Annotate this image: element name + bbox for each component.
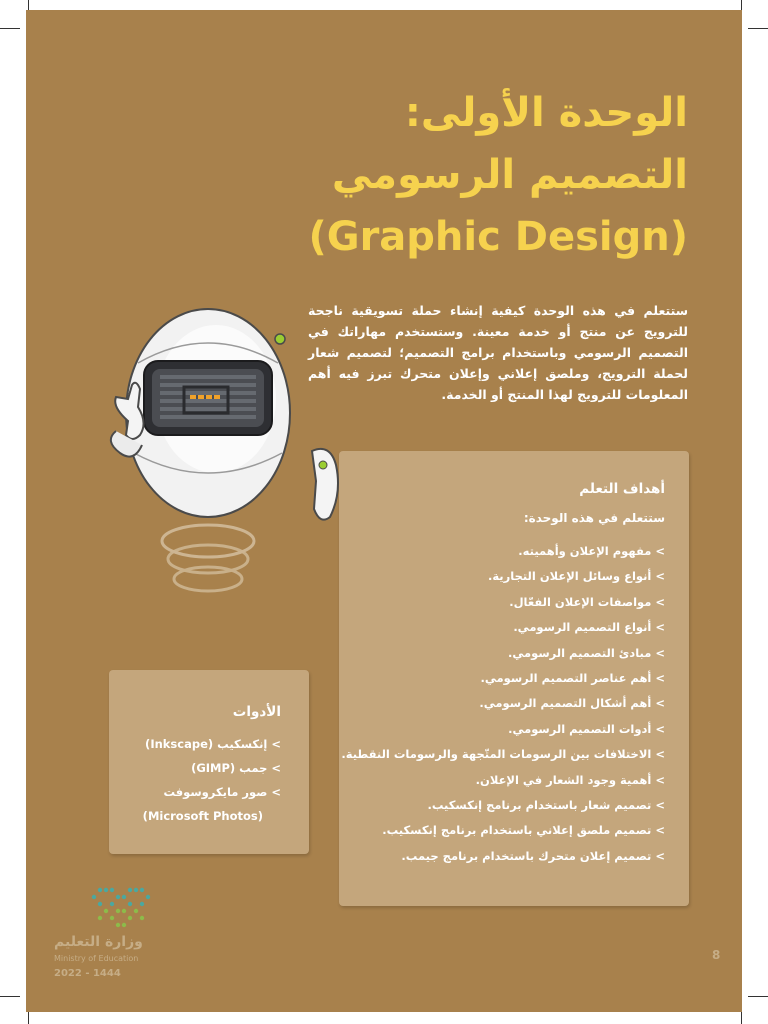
bullet-chevron: > [655, 594, 665, 609]
bullet-chevron: > [655, 797, 665, 812]
list-item [341, 717, 665, 742]
list-item [341, 564, 665, 589]
list-item [341, 691, 665, 716]
unit-title [88, 82, 688, 268]
list-item-text: تصميم ملصق إعلاني باستخدام برنامج إنكسكيب. [382, 823, 652, 838]
list-item-text: مبادئ التصميم الرسومي. [508, 645, 652, 660]
learning-objectives-panel [339, 451, 689, 906]
crop-mark [748, 996, 768, 997]
list-item [341, 539, 665, 564]
list-item [143, 732, 281, 756]
bullet-chevron: > [655, 544, 665, 558]
list-item-text: أنواع التصميم الرسومي. [513, 620, 652, 635]
list-item [341, 793, 665, 818]
bullet-chevron: > [655, 569, 665, 584]
list-item-text: أهم عناصر التصميم الرسومي. [480, 670, 652, 685]
list-item-text: الاختلافات بين الرسومات المتّجهة والرسومات النقطية. [341, 747, 652, 762]
list-item-text: أهم أشكال التصميم الرسومي. [479, 696, 652, 711]
list-item-text: أهمية وجود الشعار في الإعلان. [475, 772, 652, 787]
crop-mark [748, 28, 768, 29]
tools-list [143, 732, 281, 828]
bullet-chevron: > [655, 848, 665, 863]
ministry-logo [54, 884, 184, 979]
list-item [341, 818, 665, 843]
list-item [341, 666, 665, 691]
logo-arabic-text: وزارة التعليم [54, 934, 143, 950]
list-item [143, 756, 281, 780]
objectives-lead: ستتعلم في هذه الوحدة: [523, 511, 665, 525]
bullet-chevron: > [271, 785, 281, 799]
objectives-heading: أهداف التعلم [579, 481, 665, 497]
tools-panel [109, 670, 309, 854]
bullet-chevron: > [655, 823, 665, 838]
bullet-chevron: > [655, 772, 665, 787]
bullet-chevron: > [655, 670, 665, 685]
list-item [143, 780, 281, 828]
title-line-1: الوحدة الأولى: [404, 90, 688, 136]
bullet-chevron: > [655, 721, 665, 736]
edition-year: 2022 - 1444 [54, 968, 121, 979]
objectives-list [341, 539, 665, 869]
intro-paragraph: ستتعلم في هذه الوحدة كيفية إنشاء حملة تسويقية ناجحة للترويج عن منتج أو خدمة معينة. وستستخدم مهاراتك في التصميم الرسومي وباستخدام برامج التصميم؛ لتصميم شعار لحملة الترويج، وملصق إعلاني وإعلان متحرك تبرز فيه أهم المعلومات للترويج لهذا المنتج أو الخدمة. [308, 303, 688, 402]
crop-mark [0, 996, 20, 997]
bullet-chevron: > [655, 696, 665, 711]
title-line-3: (Graphic Design) [308, 214, 688, 260]
tool-gimp: جمب (GIMP) [191, 761, 268, 775]
list-item [341, 641, 665, 666]
tool-inkscape: إنكسكيب (Inkscape) [145, 737, 268, 751]
list-item [341, 844, 665, 869]
bullet-chevron: > [655, 620, 665, 635]
ministry-logo-dots [54, 884, 184, 930]
bullet-chevron: > [655, 747, 665, 762]
bullet-chevron: > [655, 645, 665, 660]
list-item [341, 590, 665, 615]
list-item-text: أدوات التصميم الرسومي. [508, 721, 652, 736]
tool-microsoft-photos: صور مايكروسوفت [163, 785, 268, 799]
list-item-text: مفهوم الإعلان وأهميته. [518, 544, 652, 558]
tool-microsoft-photos-en: (Microsoft Photos) [142, 809, 263, 823]
title-line-2: التصميم الرسومي [331, 152, 688, 198]
bullet-chevron: > [271, 737, 281, 751]
page-number: 8 [712, 948, 721, 962]
logo-english-text: Ministry of Education [54, 954, 139, 963]
list-item-text: تصميم إعلان متحرك باستخدام برنامج جيمب. [401, 848, 652, 863]
list-item [341, 615, 665, 640]
crop-mark [0, 28, 20, 29]
list-item-text: مواصفات الإعلان الفعّال. [509, 594, 652, 609]
list-item-text: أنواع وسائل الإعلان التجارية. [487, 569, 652, 584]
robot-illustration [98, 303, 358, 607]
list-item [341, 768, 665, 793]
tools-heading: الأدوات [232, 704, 281, 720]
bullet-chevron: > [271, 761, 281, 775]
unit-cover-page [26, 10, 742, 1012]
list-item [341, 742, 665, 767]
list-item-text: تصميم شعار باستخدام برنامج إنكسكيب. [427, 797, 652, 812]
